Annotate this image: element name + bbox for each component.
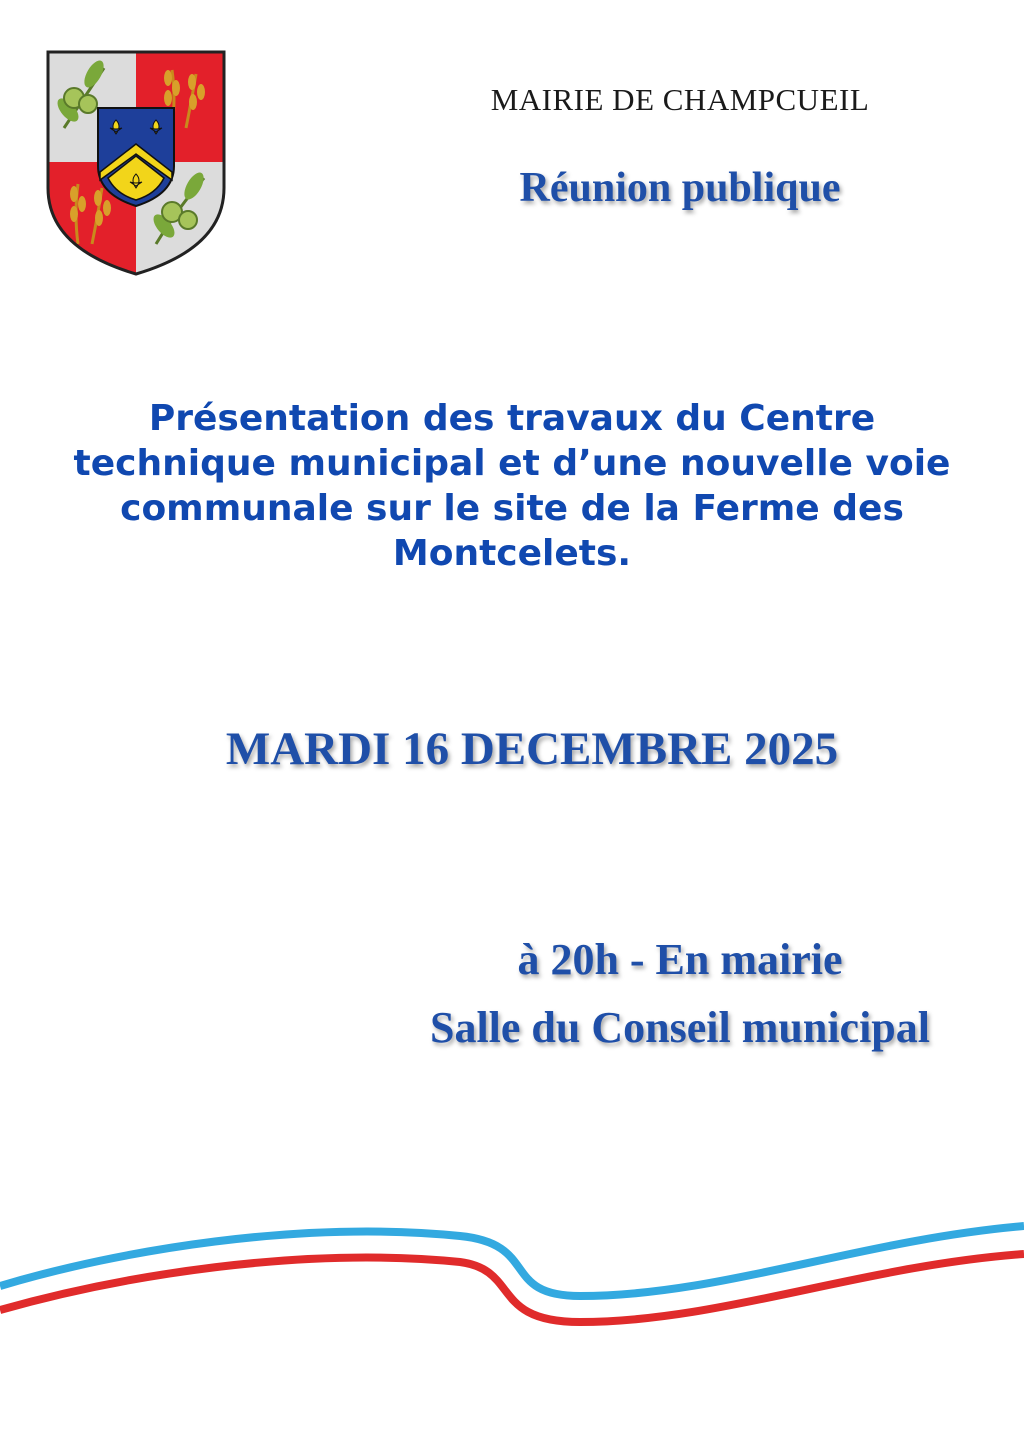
tricolor-ribbon-icon [0, 1200, 1024, 1350]
meeting-time-place: à 20h - En mairie [517, 935, 843, 984]
event-type-title: Réunion publique [519, 165, 841, 211]
meeting-date: MARDI 16 DECEMBRE 2025 [225, 723, 839, 775]
meeting-room: Salle du Conseil municipal [429, 1003, 930, 1052]
coat-of-arms-icon [44, 48, 228, 276]
organisation-name: MAIRIE DE CHAMPCUEIL [490, 82, 870, 117]
meeting-description: Présentation des travaux du Centre technique municipal et d’une nouvelle voie communale sur le site de la Ferme des Montcelets. [73, 398, 951, 574]
